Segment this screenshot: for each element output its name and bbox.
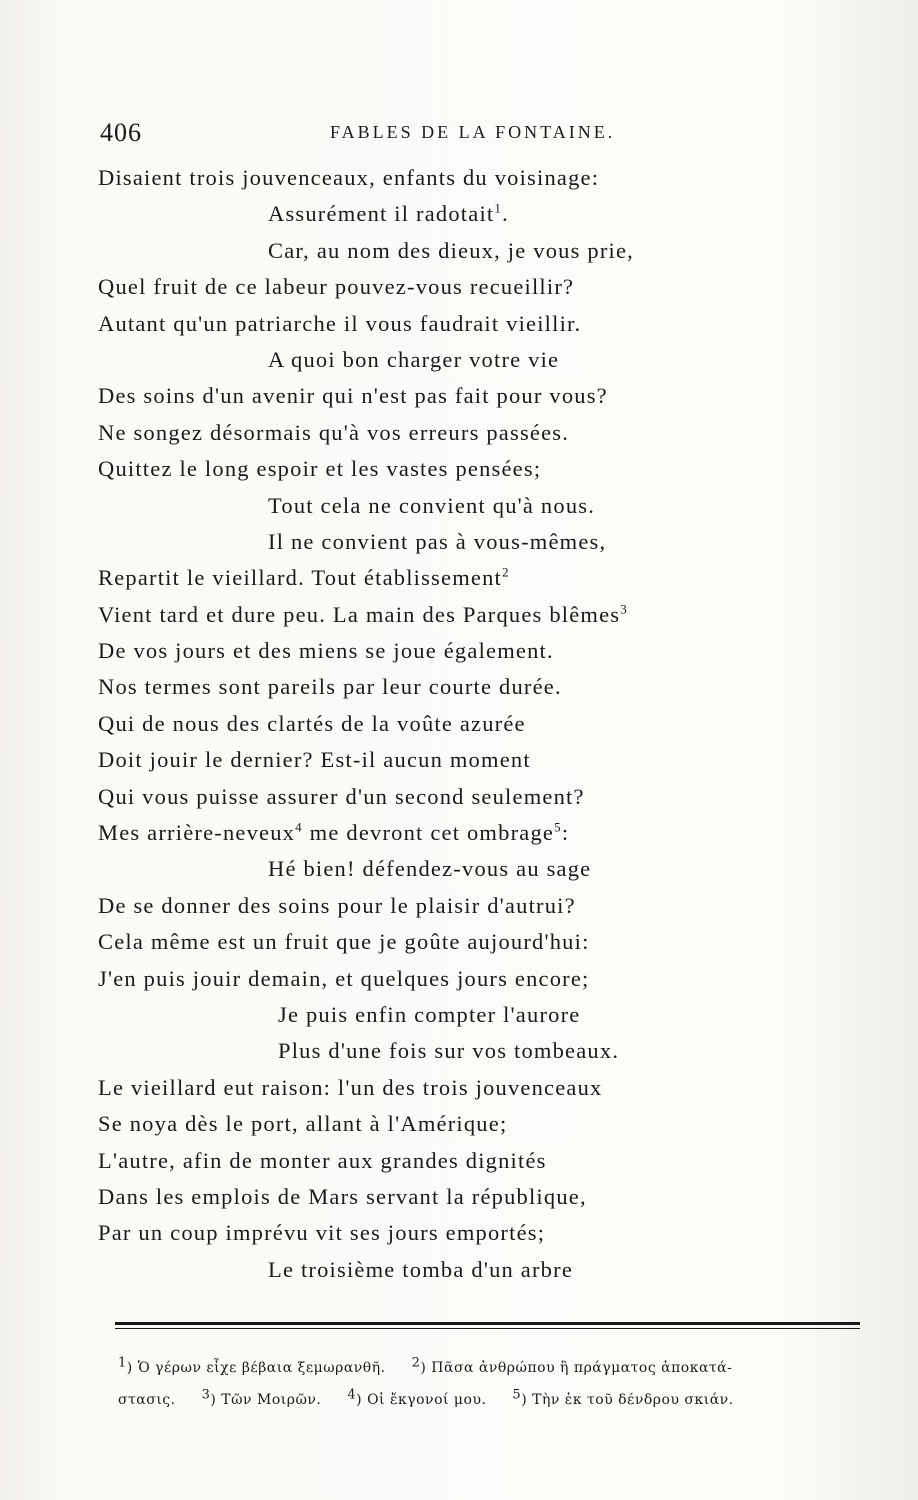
poem-line-text: Doit jouir le dernier? Est-il aucun moment [98,747,531,773]
poem-line-text: De vos jours et des miens se joue également. [98,638,554,664]
poem-line [98,560,798,596]
poem-line-text: Car, au nom des dieux, je vous prie, [268,237,634,263]
poem-line [98,815,798,851]
poem-line [98,997,798,1033]
footnote-text: Τῶν Μοιρῶν. [221,1392,322,1408]
poem-line [98,196,798,232]
footnote-number: 3 [201,1387,211,1403]
footnote [201,1387,322,1408]
footnote-paren: ) [210,1392,222,1408]
poem-line [98,779,798,815]
poem-line [98,633,798,669]
poem-line-text: Qui de nous des clartés de la voûte azurée [98,710,526,736]
poem-line [98,451,798,487]
page-number: 406 [100,118,142,147]
poem-line-text: Des soins d'un avenir qui n'est pas fait pour vous? [98,383,608,409]
poem-line [98,524,798,560]
poem-line-text: Qui vous puisse assurer d'un second seulement? [98,783,585,809]
poem-line [98,669,798,705]
poem-line-text: De se donner des soins pour le plaisir d'autrui? [98,892,576,918]
poem-line-text: Cela même est un fruit que je goûte aujourd'hui: [98,929,590,955]
poem-line [98,924,798,960]
poem-line [98,1106,798,1142]
poem-line-text: Plus d'une fois sur vos tombeaux. [278,1038,620,1064]
poem-line-text: Dans les emplois de Mars servant la république, [98,1183,587,1209]
poem-line-text: Mes arrière-neveux [98,820,296,846]
poem-line [98,1070,798,1106]
footnote-paren: ) [356,1392,368,1408]
poem-line [98,378,798,414]
poem-line-text: Repartit le vieillard. Tout établissement [98,565,502,591]
footnotes [118,1352,863,1416]
poem-line-text: J'en puis jouir demain, et quelques jours encore; [98,965,590,991]
poem-line [98,1215,798,1251]
poem-line-text: Quittez le long espoir et les vastes pensées; [98,456,542,482]
footnote-paren: ) [420,1360,432,1376]
poem-line [98,597,798,633]
poem-line-text: Nos termes sont pareils par leur courte durée. [98,674,562,700]
footnote-rule-thin [115,1328,860,1329]
poem-line-text: Il ne convient pas à vous-mêmes, [268,528,607,554]
footnote [118,1392,176,1408]
poem-line-text: Se noya dès le port, allant à l'Amérique; [98,1111,508,1137]
poem-line-text: Vient tard et dure peu. La main des Parques blêmes [98,601,621,627]
footnote-ref: 3 [620,601,628,617]
poem-line [98,488,798,524]
poem-line [98,233,798,269]
footnote-text: στασις. [118,1392,176,1408]
footnote [118,1355,386,1376]
poem-line-text: Assurément il radotait [268,201,495,227]
footnote-paren: ) [521,1392,533,1408]
poem-line [98,160,798,196]
poem-line [98,706,798,742]
poem-line-text: Disaient trois jouvenceaux, enfants du voisinage: [98,165,600,190]
poem-line-text: . [502,201,509,227]
poem-line-text: : [561,820,570,846]
footnote-paren: ) [126,1360,138,1376]
footnote-line [118,1384,863,1416]
footnote-text: Πᾶσα ἀνθρώπου ἢ πράγματος ἀποκατά- [431,1360,733,1376]
footnote-rule [115,1322,860,1325]
poem-line-text: Le vieillard eut raison: l'un des trois jouvenceaux [98,1074,603,1100]
footnote [512,1387,734,1408]
footnote-number: 4 [347,1387,357,1403]
footnote-text: Τὴν ἐκ τοῦ δένδρου σκιάν. [532,1392,734,1408]
poem-line [98,1143,798,1179]
poem-line-text: Tout cela ne convient qu'à nous. [268,492,596,518]
poem-line-text: Le troisième tomba d'un arbre [268,1256,574,1282]
footnote-ref: 2 [502,564,510,580]
footnote-text: Ὁ γέρων εἶχε βέβαια ξεμωρανθῆ. [137,1360,386,1376]
page-header [100,118,860,148]
footnote [347,1387,487,1408]
poem-line-text: Je puis enfin compter l'aurore [278,1001,581,1027]
footnote [411,1355,733,1376]
poem-line [98,888,798,924]
footnote-number: 2 [411,1355,421,1371]
poem-line-text: Par un coup imprévu vit ses jours emportés; [98,1220,546,1246]
footnote-ref: 1 [494,200,503,216]
poem-line-text: Hé bien! défendez-vous au sage [268,856,592,882]
poem-line [98,1179,798,1215]
poem-text [98,160,798,1288]
footnote-text: Οἱ ἔκγονοί μου. [367,1392,487,1408]
poem-line [98,342,798,378]
footnote-ref: 4 [295,819,303,835]
poem-line-text: L'autre, afin de monter aux grandes dignités [98,1147,547,1173]
poem-line [98,269,798,305]
poem-line [98,1033,798,1069]
footnote-line [118,1352,863,1384]
footnote-ref: 5 [554,819,562,835]
footnote-number: 5 [512,1387,522,1403]
poem-line [98,742,798,778]
poem-line [98,851,798,887]
poem-line [98,415,798,451]
poem-line [98,1252,798,1288]
poem-line-text: A quoi bon charger votre vie [268,346,560,372]
poem-line-text: Quel fruit de ce labeur pouvez-vous recueillir? [98,274,575,300]
poem-line-text: me devront cet ombrage [302,820,555,846]
poem-line [98,306,798,342]
poem-line-text: Autant qu'un patriarche il vous faudrait vieillir. [98,310,582,336]
poem-line [98,961,798,997]
poem-line-text: Ne songez désormais qu'à vos erreurs passées. [98,419,570,445]
footnote-number: 1 [118,1355,127,1371]
running-title: FABLES DE LA FONTAINE. [330,122,616,142]
